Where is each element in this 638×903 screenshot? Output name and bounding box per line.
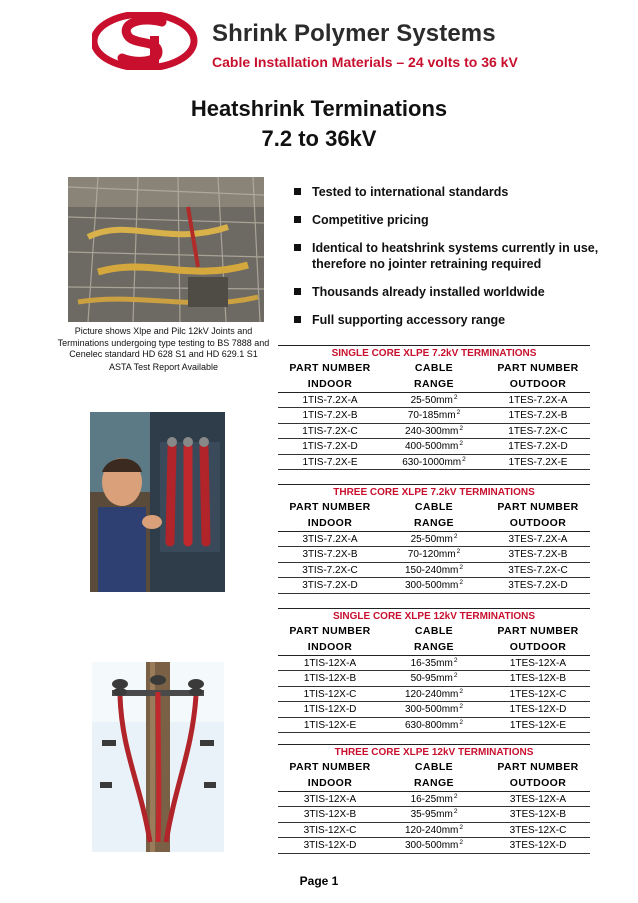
column-header: PART NUMBER: [497, 501, 579, 513]
column-header: PART NUMBER: [497, 761, 579, 773]
cable-range: [382, 656, 486, 670]
cable-range-value: 120-240mm: [405, 688, 459, 700]
column-header: PART NUMBER: [289, 501, 371, 513]
outdoor-part-number: 1TES-7.2X-C: [508, 425, 568, 437]
brand-name: Shrink Polymer Systems: [212, 20, 496, 47]
cable-range: [382, 563, 486, 577]
cable-range-value: 400-500mm: [405, 441, 459, 453]
outdoor-part-number: 3TES-7.2X-D: [508, 580, 568, 592]
table-subheader-row: [278, 639, 590, 656]
cable-range: [382, 547, 486, 561]
indoor-part-number: 1TIS-12X-E: [303, 719, 357, 731]
cable-range: [382, 823, 486, 837]
indoor-part-number: 1TIS-7.2X-E: [302, 456, 358, 468]
jointer-photo: [90, 412, 225, 592]
cable-range: [382, 424, 486, 438]
cable-range-value: 240-300mm: [405, 425, 459, 437]
table-row: [278, 792, 590, 807]
cable-range: [382, 393, 486, 407]
outdoor-part-number: 1TES-12X-B: [509, 673, 567, 685]
cable-range-value: 50-95mm: [410, 673, 453, 685]
termination-table: [278, 345, 590, 470]
table-row: [278, 656, 590, 671]
feature-item: Thousands already installed worldwide: [292, 284, 612, 300]
cable-range-value: 16-25mm: [410, 794, 453, 805]
indoor-part-number: 1TIS-12X-D: [303, 704, 357, 716]
column-header: CABLE: [414, 625, 454, 637]
cable-range-value: 16-35mm: [410, 658, 453, 669]
table-row: [278, 702, 590, 717]
table-title: SINGLE CORE XLPE 12kV TERMINATIONS: [278, 608, 590, 623]
table-row: [278, 439, 590, 454]
column-subheader: INDOOR: [307, 378, 353, 390]
outdoor-part-number: 1TES-7.2X-A: [508, 395, 568, 406]
indoor-part-number: 3TIS-7.2X-D: [302, 580, 358, 592]
table-subheader-row: [278, 775, 590, 792]
table-subheader-row: [278, 515, 590, 532]
feature-item: Identical to heatshrink systems currently in use, therefore no jointer retraining required: [292, 240, 612, 272]
unit-superscript: 2: [453, 657, 458, 664]
indoor-part-number: 3TIS-7.2X-B: [302, 549, 358, 561]
unit-superscript: 2: [459, 718, 463, 726]
table-header-row: [278, 499, 590, 515]
column-subheader: INDOOR: [307, 517, 353, 529]
cable-range: [382, 671, 486, 685]
cable-range-value: 70-120mm: [407, 549, 456, 561]
column-header: CABLE: [414, 362, 454, 374]
cable-range-value: 300-500mm: [405, 704, 459, 716]
column-header: CABLE: [414, 501, 454, 513]
table-row: [278, 393, 590, 408]
page-number: Page 1: [299, 874, 339, 888]
unit-superscript: 2: [459, 579, 463, 587]
outdoor-part-number: 1TES-12X-E: [509, 719, 567, 731]
unit-superscript: 2: [453, 793, 458, 800]
company-logo: [92, 12, 202, 70]
column-header: PART NUMBER: [497, 362, 579, 374]
column-header: CABLE: [414, 761, 454, 773]
indoor-part-number: 1TIS-12X-B: [303, 673, 357, 685]
indoor-part-number: 1TIS-7.2X-B: [302, 410, 358, 422]
column-subheader: OUTDOOR: [509, 378, 567, 390]
unit-superscript: 2: [459, 687, 463, 695]
cable-range-value: 300-500mm: [405, 580, 459, 592]
unit-superscript: 2: [456, 548, 461, 556]
cable-range: [382, 455, 486, 469]
feature-item: Tested to international standards: [292, 184, 612, 200]
unit-superscript: 2: [459, 703, 463, 711]
indoor-part-number: 3TIS-12X-A: [303, 794, 357, 805]
photo-caption: Picture shows Xlpe and Pilc 12kV Joints and Terminations undergoing type testing to BS 7888 and Cenelec standard HD 628 S1 and HD 629.1 S1: [57, 326, 270, 359]
unit-superscript: 2: [453, 808, 458, 816]
outdoor-part-number: 1TES-12X-A: [509, 658, 567, 669]
unit-superscript: 2: [456, 409, 461, 417]
indoor-part-number: 3TIS-7.2X-A: [302, 534, 358, 545]
indoor-part-number: 1TIS-12X-C: [303, 688, 357, 700]
table-title: THREE CORE XLPE 12kV TERMINATIONS: [278, 744, 590, 759]
outdoor-part-number: 1TES-7.2X-D: [508, 441, 568, 453]
column-header: PART NUMBER: [289, 362, 371, 374]
outdoor-part-number: 1TES-7.2X-B: [508, 410, 568, 422]
termination-table: [278, 484, 590, 594]
table-row: [278, 563, 590, 578]
unit-superscript: 2: [462, 455, 466, 463]
column-subheader: OUTDOOR: [509, 777, 567, 789]
table-row: [278, 671, 590, 686]
cable-range: [382, 792, 486, 806]
termination-table: [278, 744, 590, 854]
test-bay-photo: [68, 177, 264, 322]
outdoor-part-number: 3TES-7.2X-A: [508, 534, 568, 545]
table-row: [278, 718, 590, 733]
indoor-part-number: 1TIS-7.2X-D: [302, 441, 358, 453]
outdoor-part-number: 3TES-7.2X-C: [508, 564, 568, 576]
table-header-row: [278, 360, 590, 376]
cable-range: [382, 439, 486, 453]
outdoor-part-number: 3TES-7.2X-B: [508, 549, 568, 561]
termination-table: [278, 608, 590, 733]
table-header-row: [278, 759, 590, 775]
cable-range-value: 25-50mm: [410, 395, 453, 406]
column-header: PART NUMBER: [289, 761, 371, 773]
indoor-part-number: 3TIS-12X-C: [303, 824, 357, 836]
table-row: [278, 532, 590, 547]
unit-superscript: 2: [453, 394, 458, 401]
indoor-part-number: 1TIS-7.2X-A: [302, 395, 358, 406]
unit-superscript: 2: [459, 424, 463, 432]
outdoor-part-number: 3TES-12X-A: [509, 794, 567, 805]
table-row: [278, 578, 590, 593]
bullet-square-icon: [294, 288, 301, 295]
table-row: [278, 424, 590, 439]
feature-item: Competitive pricing: [292, 212, 612, 228]
page-subtitle: 7.2 to 36kV: [261, 126, 377, 151]
unit-superscript: 2: [459, 563, 463, 571]
indoor-part-number: 3TIS-12X-B: [303, 809, 357, 821]
indoor-part-number: 3TIS-12X-D: [303, 840, 357, 852]
column-header: PART NUMBER: [497, 625, 579, 637]
column-subheader: INDOOR: [307, 777, 353, 789]
feature-item: Full supporting accessory range: [292, 312, 612, 328]
pole-mounted-termination-photo: [92, 662, 224, 852]
outdoor-part-number: 3TES-12X-B: [509, 809, 567, 821]
asta-note: ASTA Test Report Available: [108, 362, 219, 372]
unit-superscript: 2: [459, 823, 463, 831]
cable-range-value: 630-1000mm: [402, 456, 462, 468]
cable-range: [382, 408, 486, 422]
column-subheader: RANGE: [414, 777, 454, 789]
cable-range-value: 630-800mm: [405, 719, 459, 731]
table-header-row: [278, 623, 590, 639]
column-subheader: RANGE: [414, 517, 454, 529]
cable-range-value: 70-185mm: [407, 410, 456, 422]
indoor-part-number: 3TIS-7.2X-C: [302, 564, 358, 576]
column-header: PART NUMBER: [289, 625, 371, 637]
indoor-part-number: 1TIS-7.2X-C: [302, 425, 358, 437]
table-row: [278, 838, 590, 853]
feature-list: [292, 184, 612, 340]
table-row: [278, 455, 590, 470]
table-row: [278, 807, 590, 822]
bullet-square-icon: [294, 316, 301, 323]
brand-tagline: Cable Installation Materials – 24 volts to 36 kV: [212, 54, 518, 70]
cable-range: [382, 838, 486, 852]
bullet-square-icon: [294, 188, 301, 195]
column-subheader: OUTDOOR: [509, 517, 567, 529]
unit-superscript: 2: [459, 839, 463, 847]
bullet-square-icon: [294, 244, 301, 251]
outdoor-part-number: 3TES-12X-C: [509, 824, 567, 836]
indoor-part-number: 1TIS-12X-A: [303, 658, 357, 669]
cable-range: [382, 718, 486, 732]
cable-range-value: 25-50mm: [410, 534, 453, 545]
table-row: [278, 408, 590, 423]
column-subheader: OUTDOOR: [509, 641, 567, 653]
cable-range: [382, 532, 486, 546]
table-subheader-row: [278, 376, 590, 393]
page-title: Heatshrink Terminations: [190, 96, 448, 121]
column-subheader: RANGE: [414, 641, 454, 653]
table-row: [278, 547, 590, 562]
outdoor-part-number: 1TES-12X-C: [509, 688, 567, 700]
unit-superscript: 2: [453, 533, 458, 540]
cable-range-value: 300-500mm: [405, 840, 459, 852]
cable-range: [382, 807, 486, 821]
cable-range-value: 120-240mm: [405, 824, 459, 836]
outdoor-part-number: 3TES-12X-D: [509, 840, 567, 852]
table-title: THREE CORE XLPE 7.2kV TERMINATIONS: [278, 484, 590, 499]
cable-range: [382, 687, 486, 701]
cable-range-value: 35-95mm: [410, 809, 453, 821]
column-subheader: RANGE: [414, 378, 454, 390]
cable-range-value: 150-240mm: [405, 564, 459, 576]
column-subheader: INDOOR: [307, 641, 353, 653]
page-header: [0, 0, 638, 80]
table-title: SINGLE CORE XLPE 7.2kV TERMINATIONS: [278, 345, 590, 360]
table-row: [278, 687, 590, 702]
outdoor-part-number: 1TES-12X-D: [509, 704, 567, 716]
cable-range: [382, 702, 486, 716]
cable-range: [382, 578, 486, 592]
table-row: [278, 823, 590, 838]
unit-superscript: 2: [453, 672, 458, 680]
unit-superscript: 2: [459, 440, 463, 448]
outdoor-part-number: 1TES-7.2X-E: [508, 456, 568, 468]
bullet-square-icon: [294, 216, 301, 223]
